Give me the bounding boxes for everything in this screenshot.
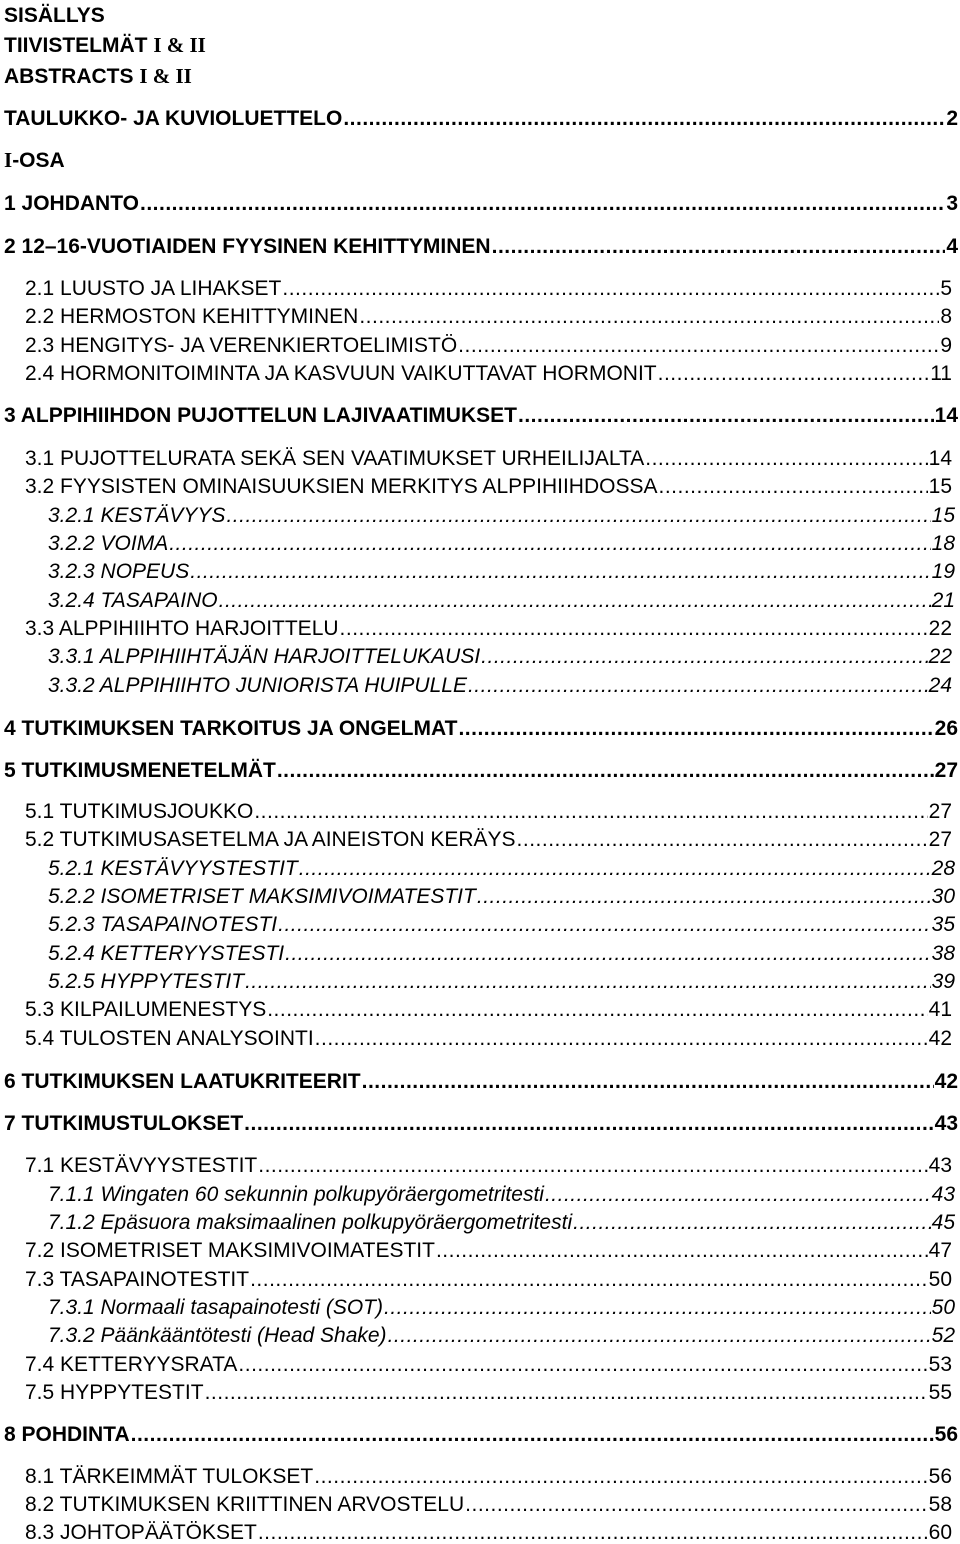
toc-dot-leader — [140, 193, 945, 214]
toc-entry-title: 3.1 PUJOTTELURATA SEKÄ SEN VAATIMUKSET URHEILIJALTA — [25, 447, 645, 470]
toc-dot-leader — [254, 801, 927, 822]
toc-entry-title: TAULUKKO- JA KUVIOLUETTELO — [4, 107, 343, 130]
toc-entry-page-number: 22 — [928, 617, 952, 640]
toc-entry-title: 2.2 HERMOSTON KEHITTYMINEN — [25, 305, 359, 328]
toc-entry-page-number: 27 — [928, 828, 952, 851]
toc-entry-page-number: 56 — [928, 1465, 952, 1488]
toc-entry-title: 3.3 ALPPIHIIHTO HARJOITTELU — [25, 617, 339, 640]
toc-dot-leader — [458, 718, 933, 739]
toc-entry-title: 3.2.3 NOPEUS — [48, 560, 190, 583]
toc-entry-title: 3.2.1 KESTÄVYYS — [48, 504, 226, 527]
toc-dot-leader — [244, 1113, 933, 1134]
toc-entry[interactable] — [4, 760, 958, 781]
toc-entry-title: 3 ALPPIHIIHDON PUJOTTELUN LAJIVAATIMUKSET — [4, 404, 517, 427]
toc-entry[interactable] — [48, 561, 955, 582]
toc-entry[interactable] — [25, 999, 952, 1020]
toc-entry-title: 2.3 HENGITYS- JA VERENKIERTOELIMISTÖ — [25, 334, 458, 357]
toc-entry-page-number: 28 — [931, 857, 955, 880]
toc-entry-title: 5.1 TUTKIMUSJOUKKO — [25, 800, 254, 823]
toc-entry-page-number: 45 — [931, 1211, 955, 1234]
toc-entry[interactable] — [48, 1184, 955, 1205]
toc-entry[interactable] — [25, 306, 952, 327]
toc-dot-leader — [517, 829, 928, 850]
toc-dot-leader — [245, 971, 931, 992]
summaries-heading — [4, 35, 206, 56]
toc-dot-leader — [219, 590, 931, 611]
toc-entry[interactable] — [25, 363, 952, 384]
toc-entry-page-number: 14 — [934, 404, 958, 427]
abstracts-heading-text: ABSTRACTS — [4, 65, 140, 88]
toc-entry-title: 5 TUTKIMUSMENETELMÄT — [4, 759, 276, 782]
toc-dot-leader — [468, 675, 928, 696]
toc-entry[interactable] — [4, 108, 958, 129]
toc-entry-title: 7 TUTKIMUSTULOKSET — [4, 1112, 244, 1135]
toc-entry[interactable] — [25, 278, 952, 299]
toc-entry-page-number: 11 — [930, 362, 952, 385]
toc-entry-title: 2.4 HORMONITOIMINTA JA KASVUUN VAIKUTTAVAT HORMONIT — [25, 362, 657, 385]
toc-entry[interactable] — [48, 646, 952, 667]
toc-dot-leader — [205, 1382, 928, 1403]
toc-dot-leader — [343, 108, 945, 129]
toc-entry[interactable] — [48, 590, 955, 611]
toc-entry[interactable] — [48, 858, 955, 879]
toc-dot-leader — [190, 561, 930, 582]
toc-entry[interactable] — [4, 405, 958, 426]
toc-entry-page-number: 9 — [940, 334, 952, 357]
toc-dot-leader — [267, 999, 927, 1020]
toc-dot-leader — [458, 335, 939, 356]
toc-entry-title: 2.1 LUUSTO JA LIHAKSET — [25, 277, 282, 300]
toc-dot-leader — [282, 278, 939, 299]
toc-entry-page-number: 39 — [931, 970, 955, 993]
toc-entry-page-number: 43 — [934, 1112, 958, 1135]
toc-entry-page-number: 52 — [931, 1324, 955, 1347]
toc-entry-title: 6 TUTKIMUKSEN LAATUKRITEERIT — [4, 1070, 361, 1093]
toc-entry[interactable] — [25, 618, 952, 639]
toc-dot-leader — [384, 1297, 931, 1318]
toc-entry-page-number: 35 — [931, 913, 955, 936]
toc-entry-page-number: 38 — [931, 942, 955, 965]
toc-entry[interactable] — [48, 971, 955, 992]
toc-entry-page-number: 42 — [928, 1027, 952, 1050]
toc-entry[interactable] — [25, 1240, 952, 1261]
toc-entry-page-number: 50 — [931, 1296, 955, 1319]
toc-entry[interactable] — [25, 829, 952, 850]
toc-entry-title: 3.2.4 TASAPAINO — [48, 589, 218, 612]
toc-entry-title: 7.1 KESTÄVYYSTESTIT — [25, 1154, 258, 1177]
toc-entry-page-number: 15 — [931, 504, 955, 527]
toc-dot-leader — [278, 914, 931, 935]
toc-entry[interactable] — [48, 914, 955, 935]
toc-entry[interactable] — [48, 886, 955, 907]
toc-dot-leader — [340, 618, 928, 639]
toc-entry-title: 7.1.1 Wingaten 60 sekunnin polkupyöräergometritesti — [48, 1183, 544, 1206]
toc-entry-title: 8.2 TUTKIMUKSEN KRIITTINEN ARVOSTELU — [25, 1493, 465, 1516]
toc-entry[interactable] — [4, 1113, 958, 1134]
toc-entry[interactable] — [25, 1466, 952, 1487]
toc-entry[interactable] — [4, 718, 958, 739]
toc-entry[interactable] — [48, 675, 952, 696]
contents-heading-text: SISÄLLYS — [4, 4, 105, 27]
toc-entry-title: 4 TUTKIMUKSEN TARKOITUS JA ONGELMAT — [4, 717, 458, 740]
toc-entry-page-number: 14 — [928, 447, 952, 470]
toc-entry-title: 8.1 TÄRKEIMMÄT TULOKSET — [25, 1465, 314, 1488]
toc-dot-leader — [362, 1071, 934, 1092]
toc-dot-leader — [314, 1466, 927, 1487]
toc-entry-page-number: 8 — [940, 305, 952, 328]
abstracts-heading — [4, 66, 192, 87]
toc-entry[interactable] — [4, 236, 958, 257]
toc-entry-title: 3.3.1 ALPPIHIIHTÄJÄN HARJOITTELUKAUSI — [48, 645, 481, 668]
toc-entry-page-number: 55 — [928, 1381, 952, 1404]
toc-entry-page-number: 21 — [931, 589, 955, 612]
toc-dot-leader — [238, 1354, 927, 1375]
toc-dot-leader — [645, 448, 927, 469]
toc-entry[interactable] — [48, 533, 955, 554]
toc-entry-page-number: 15 — [928, 475, 952, 498]
toc-entry-title: 1 JOHDANTO — [4, 192, 139, 215]
toc-dot-leader — [492, 236, 946, 257]
toc-entry[interactable] — [25, 476, 952, 497]
toc-dot-leader — [258, 1522, 928, 1543]
toc-entry-page-number: 22 — [928, 645, 952, 668]
toc-entry-title: 8 POHDINTA — [4, 1423, 130, 1446]
toc-entry-title: 5.4 TULOSTEN ANALYSOINTI — [25, 1027, 314, 1050]
toc-entry[interactable] — [25, 1522, 952, 1543]
toc-dot-leader — [299, 858, 931, 879]
toc-entry-title: 7.3.2 Päänkääntötesti (Head Shake) — [48, 1324, 387, 1347]
toc-entry-title: 5.2.4 KETTERYYSTESTI — [48, 942, 285, 965]
toc-entry[interactable] — [48, 1212, 955, 1233]
toc-entry-page-number: 53 — [928, 1353, 952, 1376]
toc-entry[interactable] — [48, 505, 955, 526]
summaries-heading-roman: I & II — [153, 33, 206, 57]
toc-dot-leader — [388, 1325, 931, 1346]
toc-entry-page-number: 26 — [934, 717, 958, 740]
toc-entry-title: 7.1.2 Epäsuora maksimaalinen polkupyöräergometritesti — [48, 1211, 573, 1234]
toc-entry-page-number: 30 — [931, 885, 955, 908]
toc-entry-title: 7.3.1 Normaali tasapainotesti (SOT) — [48, 1296, 383, 1319]
toc-entry-page-number: 50 — [928, 1268, 952, 1291]
toc-entry-page-number: 18 — [931, 532, 955, 555]
toc-dot-leader — [436, 1240, 928, 1261]
toc-entry[interactable] — [25, 1354, 952, 1375]
toc-entry-title: 5.2 TUTKIMUSASETELMA JA AINEISTON KERÄYS — [25, 828, 516, 851]
toc-entry-page-number: 3 — [946, 192, 958, 215]
toc-dot-leader — [518, 405, 934, 426]
toc-entry-title: 3.2 FYYSISTEN OMINAISUUKSIEN MERKITYS ALPPIHIIHDOSSA — [25, 475, 658, 498]
part-one-heading — [4, 150, 65, 171]
toc-entry-page-number: 47 — [928, 1239, 952, 1262]
toc-entry[interactable] — [25, 1269, 952, 1290]
toc-dot-leader — [477, 886, 931, 907]
toc-entry-title: 2 12–16-VUOTIAIDEN FYYSINEN KEHITTYMINEN — [4, 235, 491, 258]
toc-entry[interactable] — [25, 801, 952, 822]
toc-dot-leader — [285, 943, 931, 964]
toc-entry-title: 7.4 KETTERYYSRATA — [25, 1353, 238, 1376]
toc-entry-title: 5.3 KILPAILUMENESTYS — [25, 998, 267, 1021]
toc-entry-page-number: 42 — [934, 1070, 958, 1093]
toc-dot-leader — [169, 533, 930, 554]
toc-entry[interactable] — [48, 1325, 955, 1346]
toc-entry-title: 8.3 JOHTOPÄÄTÖKSET — [25, 1521, 257, 1544]
toc-dot-leader — [277, 760, 934, 781]
toc-entry-page-number: 19 — [931, 560, 955, 583]
toc-entry[interactable] — [4, 1071, 958, 1092]
toc-entry-page-number: 27 — [934, 759, 958, 782]
toc-entry[interactable] — [25, 1382, 952, 1403]
toc-entry-title: 5.2.1 KESTÄVYYSTESTIT — [48, 857, 298, 880]
toc-dot-leader — [226, 505, 930, 526]
toc-entry-title: 5.2.2 ISOMETRISET MAKSIMIVOIMATESTIT — [48, 885, 476, 908]
toc-entry[interactable] — [48, 1297, 955, 1318]
toc-entry-page-number: 43 — [928, 1154, 952, 1177]
toc-entry-page-number: 60 — [928, 1521, 952, 1544]
toc-dot-leader — [250, 1269, 928, 1290]
toc-entry[interactable] — [48, 943, 955, 964]
part-one-roman: I — [4, 148, 13, 172]
toc-entry-page-number: 58 — [928, 1493, 952, 1516]
toc-entry[interactable] — [25, 1028, 952, 1049]
toc-entry-page-number: 4 — [946, 235, 958, 258]
toc-entry-page-number: 43 — [931, 1183, 955, 1206]
toc-entry[interactable] — [25, 1494, 952, 1515]
toc-entry-page-number: 2 — [946, 107, 958, 130]
toc-entry-title: 5.2.5 HYPPYTESTIT — [48, 970, 245, 993]
toc-dot-leader — [465, 1494, 927, 1515]
toc-entry[interactable] — [25, 448, 952, 469]
part-one-text: -OSA — [12, 149, 65, 172]
toc-entry[interactable] — [25, 1155, 952, 1176]
toc-entry-title: 3.3.2 ALPPIHIIHTO JUNIORISTA HUIPULLE — [48, 674, 467, 697]
toc-entry-title: 5.2.3 TASAPAINOTESTI — [48, 913, 278, 936]
toc-dot-leader — [315, 1028, 928, 1049]
toc-entry-title: 3.2.2 VOIMA — [48, 532, 169, 555]
toc-dot-leader — [545, 1184, 931, 1205]
toc-dot-leader — [658, 363, 930, 384]
toc-entry[interactable] — [4, 193, 958, 214]
toc-dot-leader — [481, 646, 927, 667]
toc-dot-leader — [258, 1155, 927, 1176]
toc-dot-leader — [131, 1424, 934, 1445]
toc-dot-leader — [359, 306, 939, 327]
toc-dot-leader — [659, 476, 928, 497]
toc-entry-title: 7.2 ISOMETRISET MAKSIMIVOIMATESTIT — [25, 1239, 435, 1262]
contents-heading — [4, 5, 105, 26]
abstracts-heading-roman: I & II — [139, 64, 192, 88]
toc-entry-page-number: 56 — [934, 1423, 958, 1446]
toc-entry-page-number: 24 — [928, 674, 952, 697]
toc-entry-title: 7.5 HYPPYTESTIT — [25, 1381, 204, 1404]
toc-entry-page-number: 41 — [928, 998, 952, 1021]
toc-entry-page-number: 27 — [928, 800, 952, 823]
toc-entry[interactable] — [25, 335, 952, 356]
toc-entry[interactable] — [4, 1424, 958, 1445]
summaries-heading-text: TIIVISTELMÄT — [4, 34, 154, 57]
toc-entry-page-number: 5 — [940, 277, 952, 300]
toc-entry-title: 7.3 TASAPAINOTESTIT — [25, 1268, 250, 1291]
toc-dot-leader — [573, 1212, 931, 1233]
